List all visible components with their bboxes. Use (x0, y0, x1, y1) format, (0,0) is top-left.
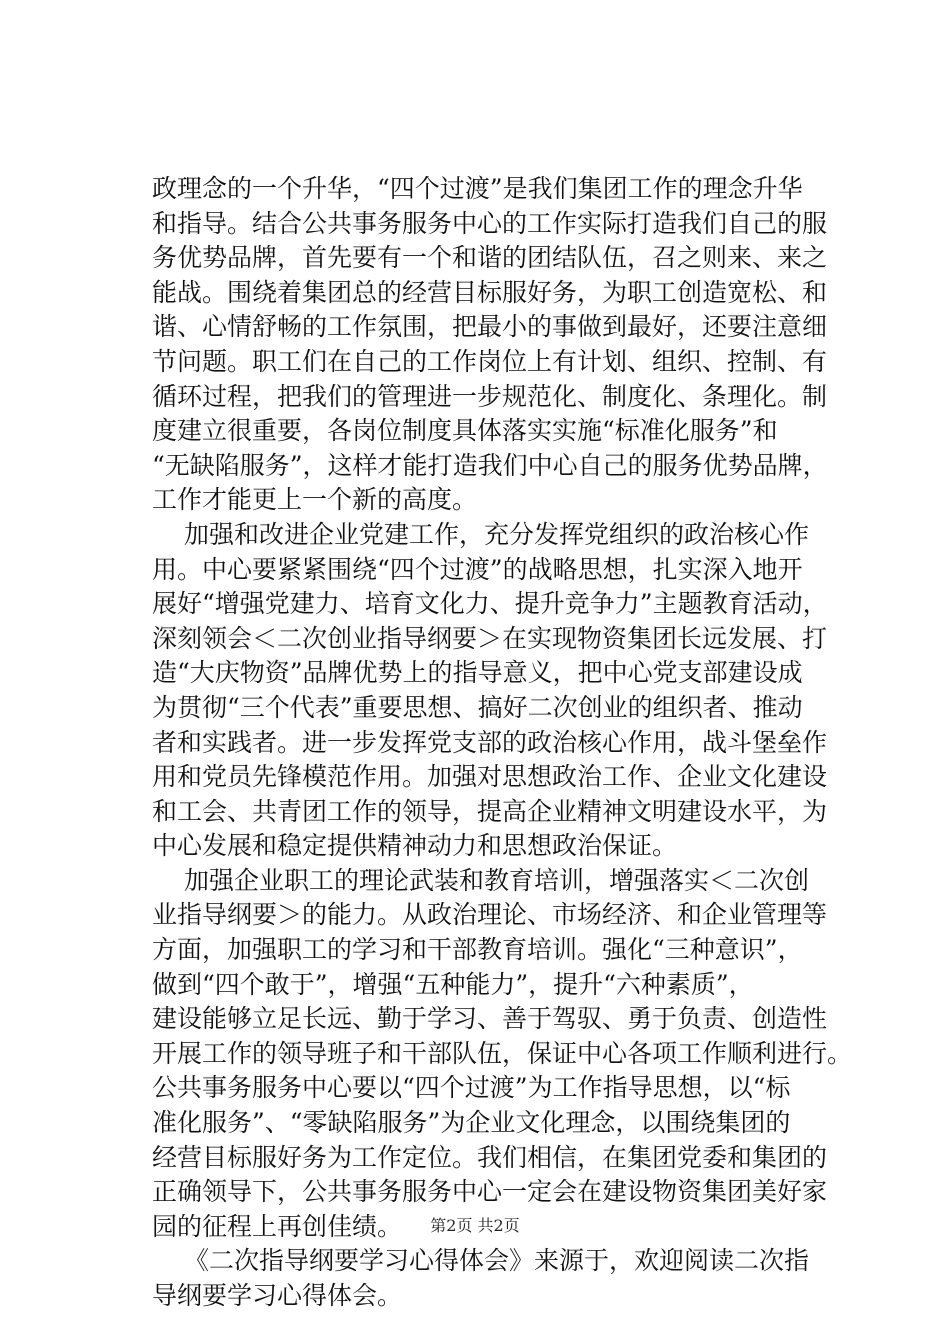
text-line: 节问题。职工们在自己的工作岗位上有计划、组织、控制、有 (152, 346, 828, 376)
text-line: 循环过程，把我们的管理进一步规范化、制度化、条理化。制 (152, 381, 828, 411)
text-line: 和指导。结合公共事务服务中心的工作实际打造我们自己的服 (152, 208, 828, 238)
page-number-footer: 第2页 共2页 (430, 1216, 520, 1235)
text-line: 谐、心情舒畅的工作氛围，把最小的事做到最好，还要注意细 (152, 312, 828, 342)
text-line: 用和党员先锋模范作用。加强对思想政治工作、企业文化建设 (152, 762, 828, 792)
text-line: 导纲要学习心得体会。 (152, 1281, 403, 1310)
text-line: 能战。围绕着集团总的经营目标服好务，为职工创造宽松、和 (152, 277, 828, 307)
text-line: 园的征程上再创佳绩。 (152, 1211, 403, 1241)
text-line: 用。中心要紧紧围绕“四个过渡”的战略思想，扎实深入地开 (152, 554, 803, 584)
text-line: 者和实践者。进一步发挥党支部的政治核心作用，战斗堡垒作 (152, 727, 828, 757)
text-line: 度建立很重要，各岗位制度具体落实实施“标准化服务”和 (152, 416, 778, 446)
text-line: 和工会、共青团工作的领导，提高企业精神文明建设水平，为 (152, 796, 828, 826)
text-line: 为贯彻“三个代表”重要思想、搞好二次创业的组织者、推动 (152, 692, 803, 722)
text-line: 公共事务服务中心要以“四个过渡”为工作指导思想，以“标 (152, 1073, 791, 1103)
text-line: 深刻领会＜二次创业指导纲要＞在实现物资集团长远发展、打 (152, 623, 828, 653)
text-line: 政理念的一个升华，“四个过渡”是我们集团工作的理念升华 (152, 174, 803, 203)
text-line: 方面，加强职工的学习和干部教育培训。强化“三种意识”， (152, 935, 803, 965)
text-line: 正确领导下，公共事务服务中心一定会在建设物资集团美好家 (152, 1177, 828, 1207)
text-line: 造“大庆物资”品牌优势上的指导意义，把中心党支部建设成 (152, 658, 803, 688)
text-line: 做到“四个敢于”，增强“五种能力”，提升“六种素质”， (152, 969, 754, 999)
text-line: 展好“增强党建力、培育文化力、提升竞争力”主题教育活动， (152, 589, 828, 619)
text-line: “无缺陷服务”，这样才能打造我们中心自己的服务优势品牌， (152, 450, 828, 480)
text-line: 业指导纲要＞的能力。从政治理论、市场经济、和企业管理等 (152, 900, 828, 930)
document-body (152, 172, 853, 1314)
text-line: 准化服务”、“零缺陷服务”为企业文化理念，以围绕集团的 (152, 1108, 791, 1138)
text-line: 中心发展和稳定提供精神动力和思想政治保证。 (152, 831, 678, 861)
text-line: 经营目标服好务为工作定位。我们相信，在集团党委和集团的 (152, 1142, 828, 1172)
text-line: 开展工作的领导班子和干部队伍，保证中心各项工作顺利进行。 (152, 1038, 853, 1068)
paragraph-start-line: 《二次指导纲要学习心得体会》来源于，欢迎阅读二次指 (184, 1246, 810, 1276)
text-line: 建设能够立足长远、勤于学习、善于驾驭、勇于负责、创造性 (152, 1004, 828, 1034)
paragraph-start-line: 加强和改进企业党建工作，充分发挥党组织的政治核心作 (184, 519, 810, 549)
text-line: 工作才能更上一个新的高度。 (152, 485, 478, 515)
text-line: 务优势品牌，首先要有一个和谐的团结队伍，召之则来、来之 (152, 243, 828, 273)
paragraph-start-line: 加强企业职工的理论武装和教育培训，增强落实＜二次创 (184, 865, 810, 895)
